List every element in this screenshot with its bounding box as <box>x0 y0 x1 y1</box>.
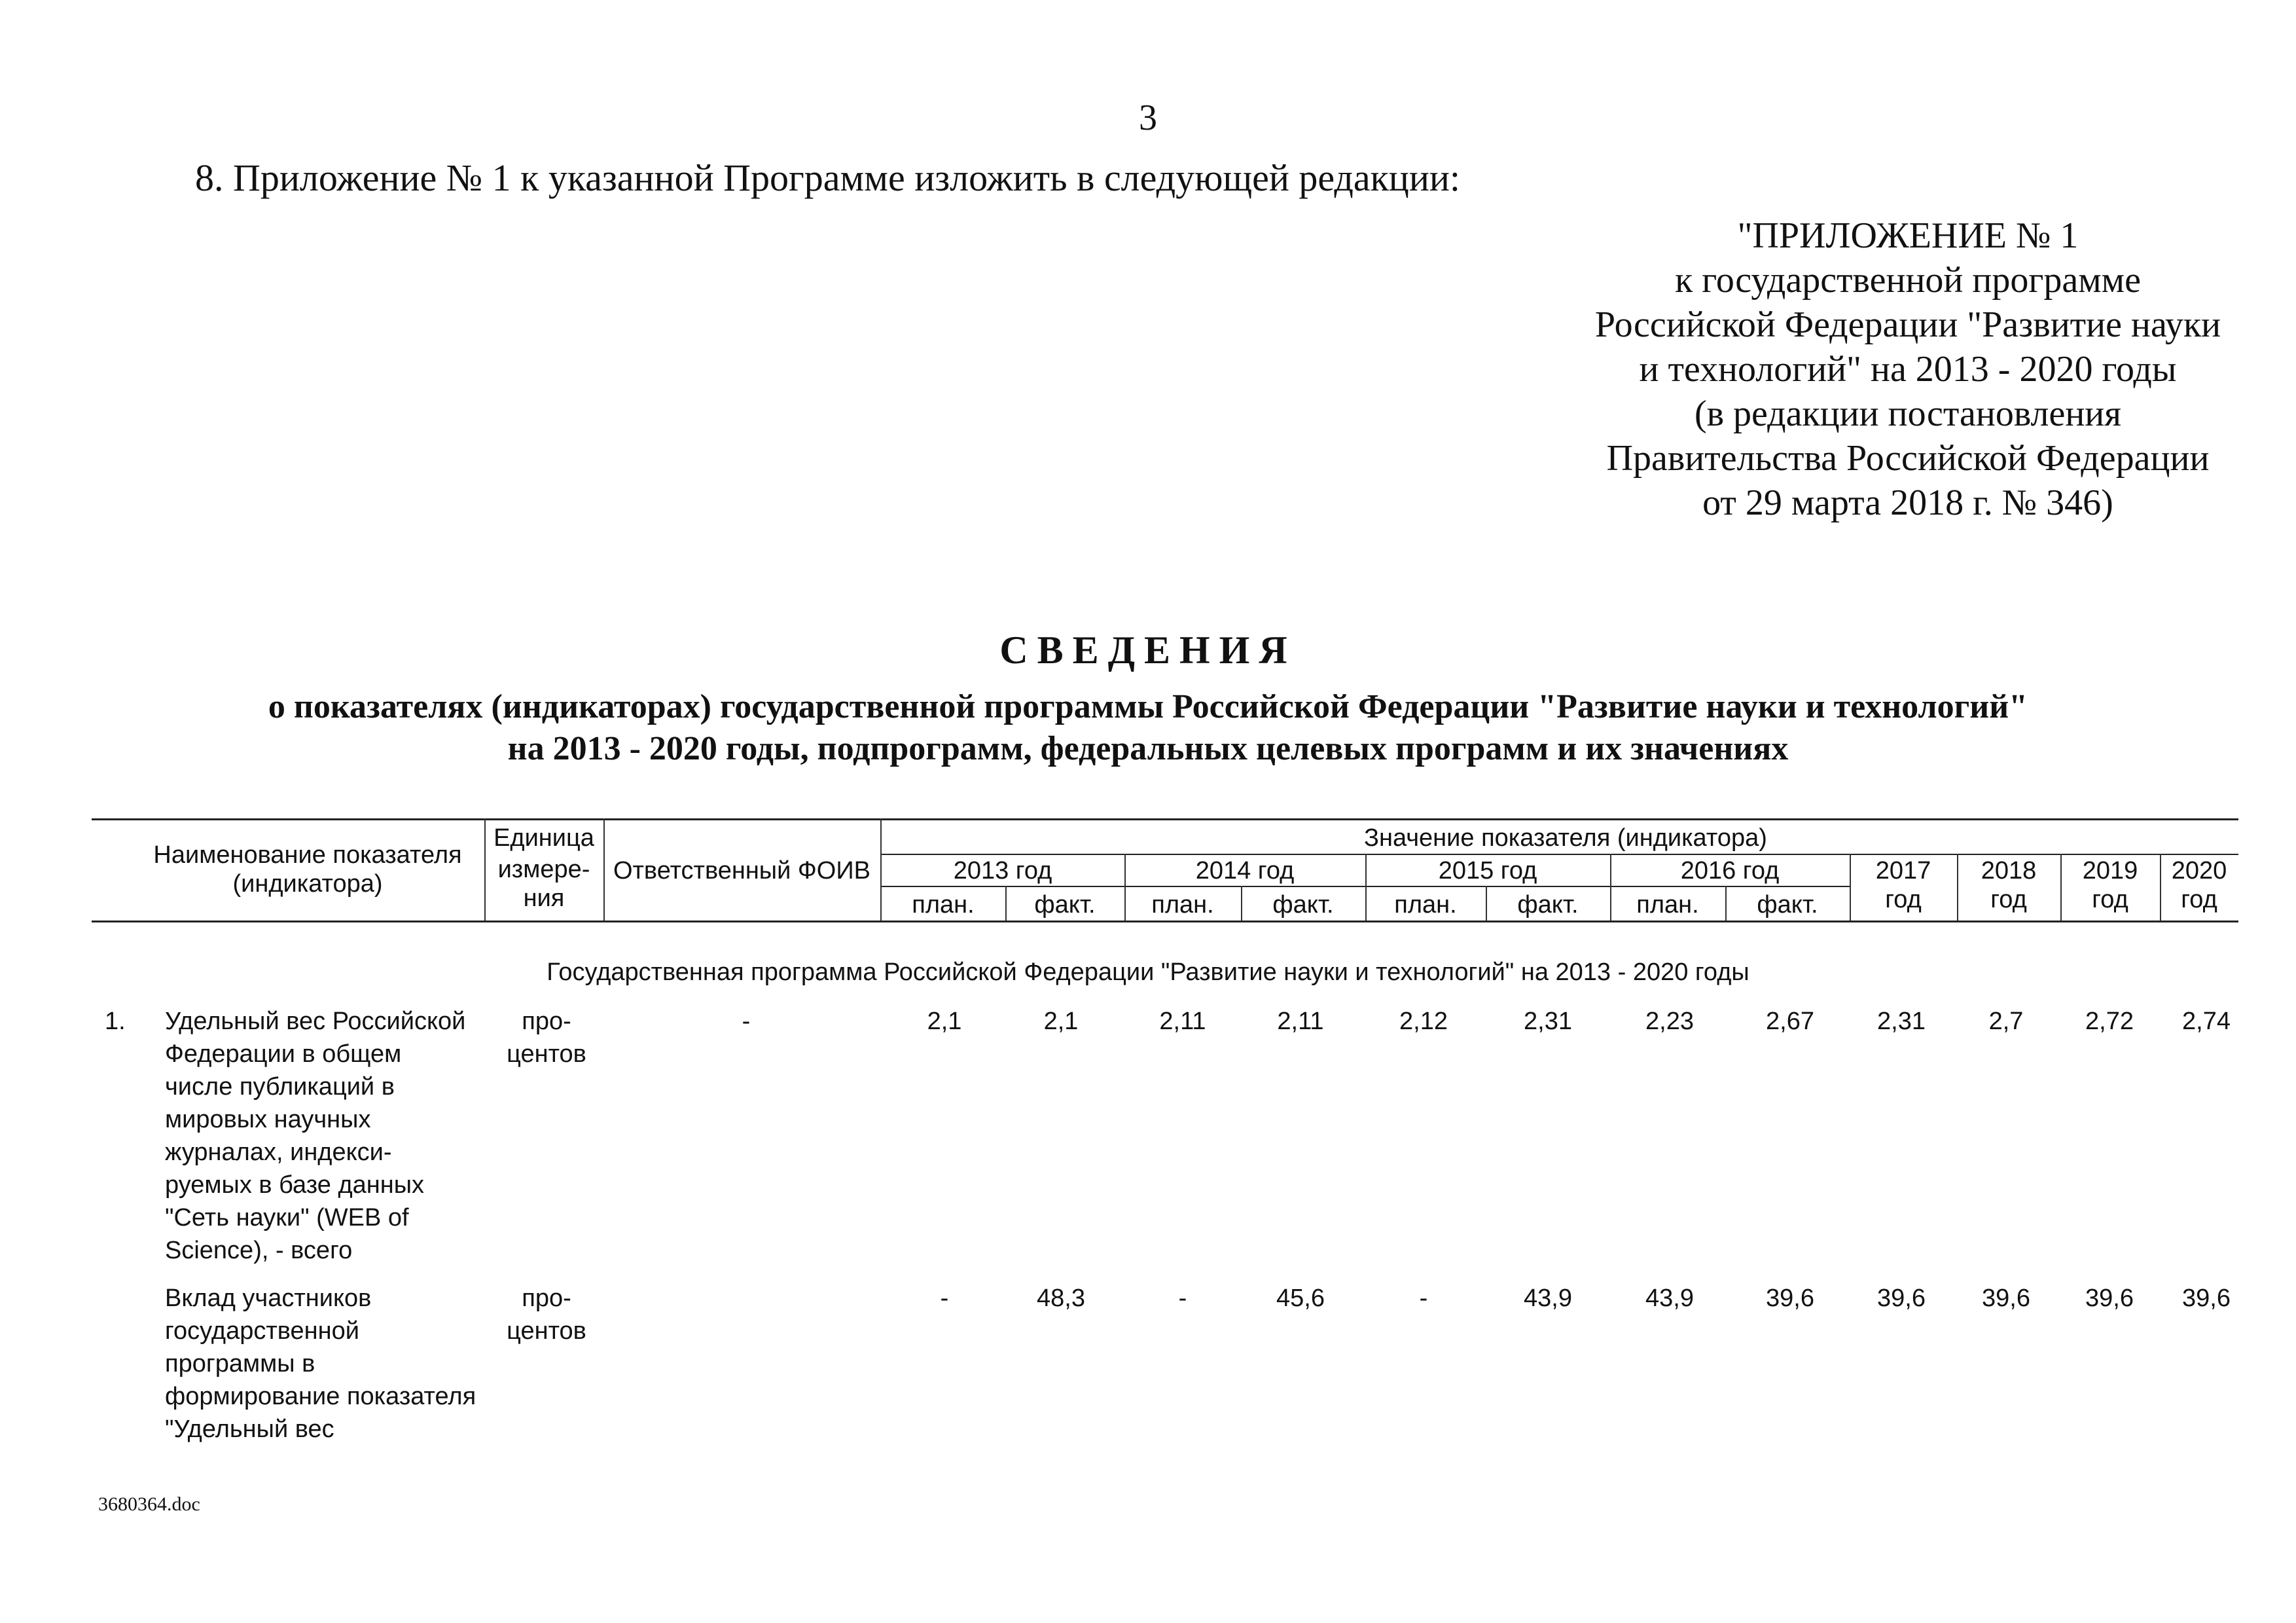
row-name-line: журналах, индекси- <box>165 1139 392 1166</box>
row-unit-line: про- <box>522 1008 571 1035</box>
row-name-line: формирование показателя <box>165 1383 476 1410</box>
row-name-line: Вклад участников <box>165 1285 372 1312</box>
appendix-line: от 29 марта 2018 г. № 346) <box>1702 483 2113 523</box>
row-name-line: программы в <box>165 1350 315 1377</box>
value-2015-fact: 43,9 <box>1524 1285 1572 1312</box>
header-line: 2017 <box>1875 857 1931 884</box>
appendix-line: (в редакции постановления <box>1694 393 2122 434</box>
header-line: (индикатора) <box>232 870 383 898</box>
value-2013-fact: 48,3 <box>1037 1285 1085 1312</box>
row-unit <box>497 1282 596 1347</box>
subtitle-line: о показателях (индикаторах) государственной программы Российской Федерации "Развитие науки и технологий" <box>268 688 2028 725</box>
value-2016-fact: 2,67 <box>1766 1008 1814 1035</box>
header-line: измере- <box>497 856 590 883</box>
header-line: 2018 <box>1981 857 2037 884</box>
header-line: Наименование показателя <box>153 841 462 869</box>
appendix-line: и технологий" на 2013 - 2020 годы <box>1639 349 2177 390</box>
appendix-line: к государственной программе <box>1675 260 2141 301</box>
value-2014-fact: 45,6 <box>1276 1285 1325 1312</box>
row-name-line: государственной <box>165 1317 359 1345</box>
value-2015-plan: - <box>1419 1285 1428 1312</box>
header-plan: план. <box>1394 891 1457 919</box>
value-2019: 2,72 <box>2085 1008 2134 1035</box>
document-filename: 3680364.doc <box>98 1493 200 1515</box>
value-2015-plan: 2,12 <box>1399 1008 1448 1035</box>
row-foiv: - <box>742 1008 751 1035</box>
row-name <box>165 1005 465 1267</box>
value-2013-fact: 2,1 <box>1043 1008 1079 1035</box>
header-fact: факт. <box>1272 891 1334 919</box>
header-year-2013: 2013 год <box>953 857 1052 884</box>
row-name <box>165 1282 476 1446</box>
header-plan: план. <box>912 891 975 919</box>
header-year-2016: 2016 год <box>1680 857 1780 884</box>
row-name-line: Федерации в общем <box>165 1040 402 1068</box>
value-2017: 39,6 <box>1877 1285 1926 1312</box>
header-line: Единица <box>493 824 594 852</box>
header-year-2014: 2014 год <box>1195 857 1295 884</box>
header-line: год <box>1885 886 1922 913</box>
header-line: год <box>2092 886 2128 913</box>
page-number: 3 <box>1139 98 1157 138</box>
header-line: год <box>1990 886 2027 913</box>
section-title: Государственная программа Российской Федерации "Развитие науки и технологий" на 2013 - 2020 годы <box>547 958 1749 986</box>
document-subtitle <box>0 686 2296 770</box>
value-2017: 2,31 <box>1877 1008 1926 1035</box>
header-plan: план. <box>1636 891 1699 919</box>
value-2016-fact: 39,6 <box>1766 1285 1814 1312</box>
value-2013-plan: - <box>940 1285 949 1312</box>
row-name-line: числе публикаций в <box>165 1073 395 1101</box>
appendix-heading <box>1505 213 2296 525</box>
header-fact: факт. <box>1034 891 1096 919</box>
document-title: СВЕДЕНИЯ <box>999 629 1297 672</box>
value-2016-plan: 2,23 <box>1645 1008 1694 1035</box>
row-unit-line: центов <box>507 1040 586 1068</box>
header-unit <box>484 824 603 913</box>
header-year-2019 <box>2060 856 2160 914</box>
row-name-line: Science), - всего <box>165 1237 353 1264</box>
row-unit <box>497 1005 596 1070</box>
value-2014-fact: 2,11 <box>1277 1008 1324 1035</box>
value-2019: 39,6 <box>2085 1285 2134 1312</box>
header-year-2015: 2015 год <box>1438 857 1537 884</box>
row-name-line: "Сеть науки" (WEB of <box>165 1204 409 1231</box>
row-name-line: Удельный вес Российской <box>165 1008 466 1035</box>
intro-paragraph: 8. Приложение № 1 к указанной Программе изложить в следующей редакции: <box>195 156 1461 199</box>
value-2018: 2,7 <box>1988 1008 2024 1035</box>
value-2018: 39,6 <box>1982 1285 2030 1312</box>
header-fact: факт. <box>1517 891 1579 919</box>
header-value: Значение показателя (индикатора) <box>1364 824 1767 852</box>
header-bottom-rule <box>92 921 2238 922</box>
header-name <box>131 841 484 898</box>
header-year-2018 <box>1957 856 2060 914</box>
row-name-line: руемых в базе данных <box>165 1171 425 1199</box>
row-unit-line: центов <box>507 1317 586 1345</box>
value-2016-plan: 43,9 <box>1645 1285 1694 1312</box>
row-name-line: мировых научных <box>165 1106 371 1133</box>
header-line: год <box>2181 886 2217 913</box>
row-number: 1. <box>105 1008 126 1035</box>
table-top-rule <box>92 818 2238 820</box>
year-rule <box>881 854 2238 855</box>
header-line: ния <box>523 884 565 912</box>
value-2020: 39,6 <box>2182 1285 2231 1312</box>
header-year-2017 <box>1850 856 1957 914</box>
appendix-line: Правительства Российской Федерации <box>1606 438 2210 479</box>
row-name-line: "Удельный вес <box>165 1415 334 1443</box>
value-2014-plan: - <box>1178 1285 1187 1312</box>
header-foiv: Ответственный ФОИВ <box>613 857 871 884</box>
appendix-line: "ПРИЛОЖЕНИЕ № 1 <box>1737 215 2079 256</box>
header-line: 2019 <box>2082 857 2138 884</box>
header-plan: план. <box>1151 891 1214 919</box>
header-year-2020 <box>2160 856 2238 914</box>
value-2015-fact: 2,31 <box>1524 1008 1572 1035</box>
value-2020: 2,74 <box>2182 1008 2231 1035</box>
row-unit-line: про- <box>522 1285 571 1312</box>
value-2014-plan: 2,11 <box>1159 1008 1206 1035</box>
appendix-line: Российской Федерации "Развитие науки <box>1594 304 2221 345</box>
header-line: 2020 <box>2171 857 2227 884</box>
value-2013-plan: 2,1 <box>927 1008 962 1035</box>
subtitle-line: на 2013 - 2020 годы, подпрограмм, федеральных целевых программ и их значениях <box>507 730 1789 767</box>
header-fact: факт. <box>1757 891 1818 919</box>
